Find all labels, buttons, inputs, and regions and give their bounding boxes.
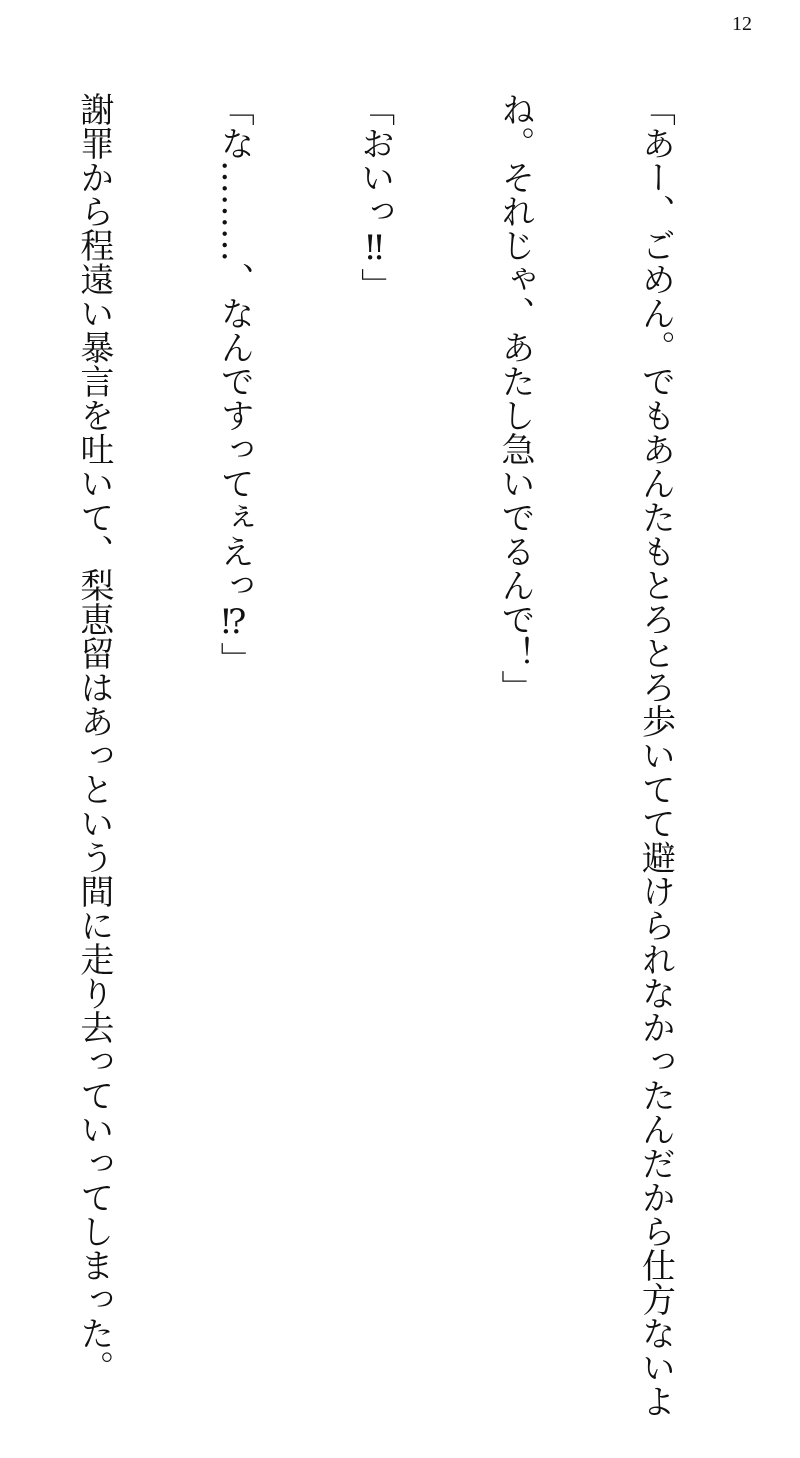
body-text [52,92,772,1418]
text-line: ね。それじゃ、あたし急いでるんで！」 [495,92,536,704]
page-number: 12 [732,13,752,35]
text-line: 「おいっ‼」 [354,92,395,302]
text-line: 謝罪から程遠い暴言を吐いて、梨恵留はあっという間に走り去っていってしまった。 [73,92,114,1384]
text-line: 「な………、なんですってぇえっ⁉」 [214,92,255,676]
text-line: 「あー、ごめん。でもあんたもとろとろ歩いてて避けられなかったんだから仕方ないよ [635,92,676,1418]
